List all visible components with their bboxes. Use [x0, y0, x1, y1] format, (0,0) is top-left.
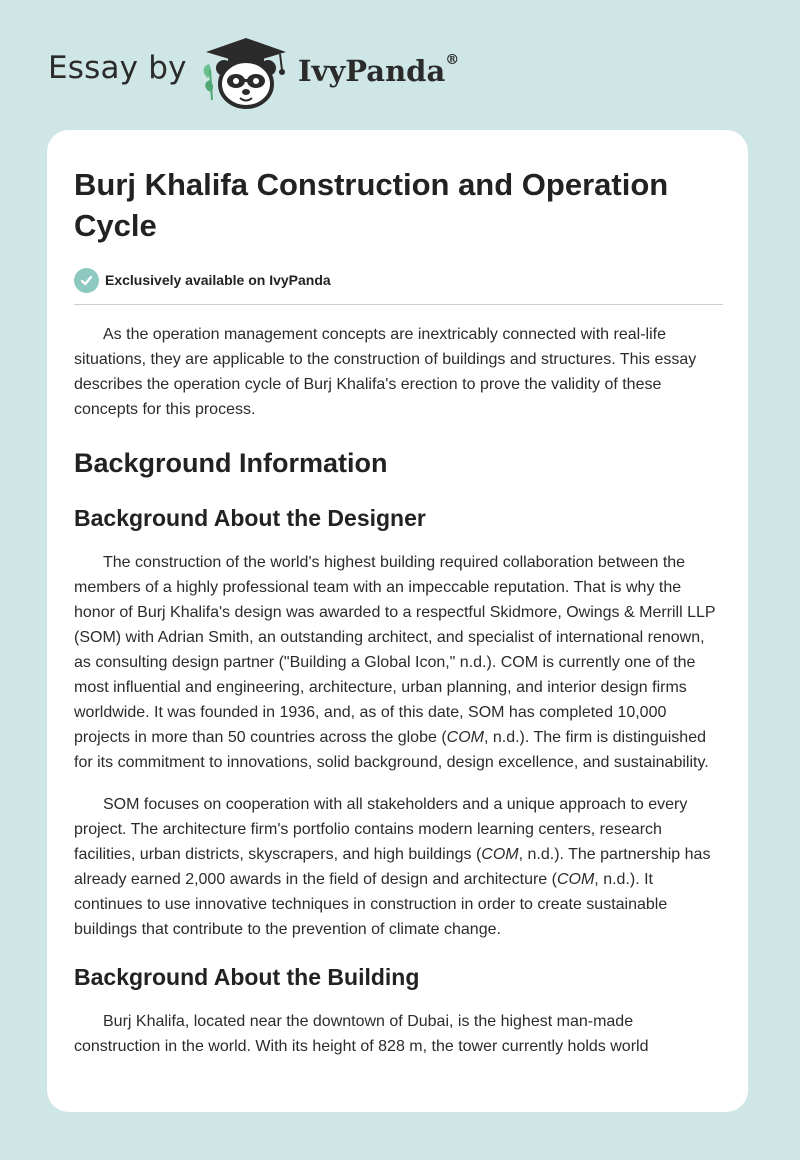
section-heading-background: Background Information [74, 448, 388, 478]
essay-card [47, 130, 748, 1112]
check-circle-icon [74, 268, 99, 293]
paragraph-text: , n.d.). The partnership has already earned 2,000 awards in the field of design and architecture ( [74, 846, 711, 888]
citation: COM [481, 846, 519, 863]
citation: COM [556, 871, 595, 888]
checkmark-icon [80, 274, 93, 287]
essay-title: Burj Khalifa Construction and Operation Cycle [74, 167, 669, 243]
registered-mark: ® [445, 52, 460, 68]
site-header [0, 0, 800, 130]
citation: COM [446, 729, 484, 746]
subsection-heading-designer: Background About the Designer [74, 505, 426, 531]
building-paragraph-1: Burj Khalifa, located near the downtown of Dubai, is the highest man-made construction in the world. With its height of 828 m, the tower currently holds world [74, 1013, 649, 1055]
essay-by-label: Essay by [48, 50, 187, 86]
designer-paragraph-2 [74, 792, 723, 942]
essay-content [74, 164, 723, 1059]
paragraph-text: The construction of the world's highest building required collaboration between the members of a highly professional team with an impeccable reputation. That is why the honor of Burj Khalifa's design was awarded to a respectful Skidmore, Owings & Merrill LLP (SOM) with Adrian Smith, an outstanding architect, and specialist of international renown, as consulting design partner ("Building a Global Icon," n.d.). COM is currently one of the most influential and engineering, architecture, urban planning, and interior design firms worldwide. It was founded in 1936, and, as of this date, SOM has completed 10,000 projects in more than 50 countries across the globe ( [74, 554, 716, 746]
ivypanda-logo-icon[interactable] [198, 34, 294, 110]
paragraph-text: , n.d.). It continues to use innovative techniques in construction in order to create sustainable buildings that contribute to the prevention of climate change. [74, 871, 668, 938]
designer-paragraph-1 [74, 550, 723, 775]
paragraph-text: SOM focuses on cooperation with all stakeholders and a unique approach to every project. The architecture firm's portfolio contains modern learning centers, research facilities, urban districts, skyscrapers, and high buildings ( [74, 796, 688, 863]
brand-text: IvyPanda [298, 54, 446, 88]
exclusive-label: Exclusively available on IvyPanda [105, 272, 331, 288]
brand-name[interactable] [298, 54, 459, 88]
paragraph-text: , n.d.). The firm is distinguished for its commitment to innovations, solid background, design excellence, and sustainability. [74, 729, 709, 771]
title-divider [74, 304, 723, 305]
subsection-heading-building: Background About the Building [74, 964, 420, 990]
intro-paragraph: As the operation management concepts are inextricably connected with real-life situations, they are applicable to the construction of buildings and structures. This essay describes the operation cycle of Burj Khalifa's erection to prove the validity of these concepts for this process. [74, 326, 697, 418]
exclusive-badge [74, 266, 723, 294]
